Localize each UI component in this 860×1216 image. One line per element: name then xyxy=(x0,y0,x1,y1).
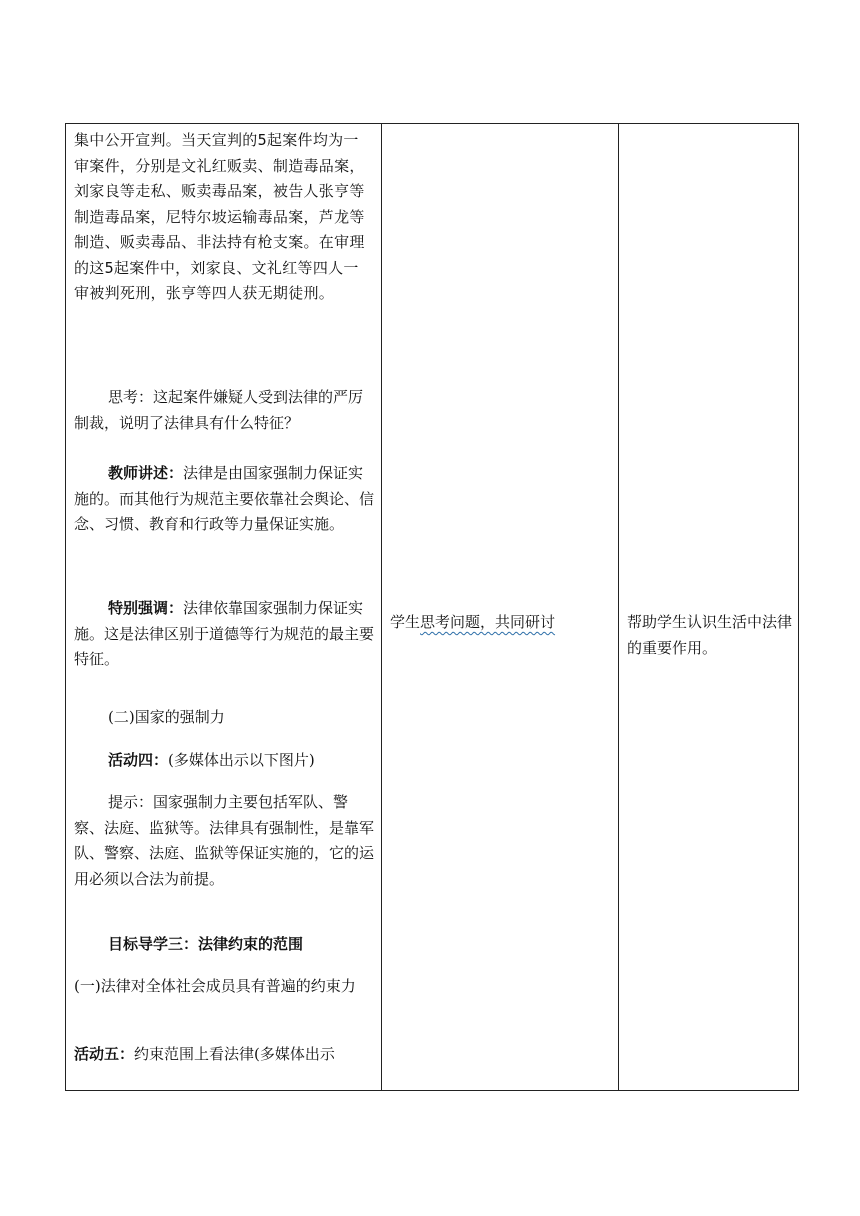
activity-four xyxy=(74,748,376,774)
activity4-text: (多媒体出示以下图片) xyxy=(168,751,315,769)
design-purpose-text: 帮助学生认识生活中法律的重要作用。 xyxy=(627,613,793,657)
activity5-label: 活动五： xyxy=(74,1045,135,1063)
think-question xyxy=(74,385,376,436)
teaching-process-cell xyxy=(66,124,382,1091)
teacher-label: 教师讲述： xyxy=(108,464,184,482)
think-label: 思考： xyxy=(108,388,154,406)
section-heading-1: (一)法律对全体社会成员具有普遍的约束力 xyxy=(74,977,356,995)
section-heading-2: (二)国家的强制力 xyxy=(108,708,225,726)
design-purpose-cell xyxy=(619,124,799,1091)
hint-paragraph: 提示：国家强制力主要包括军队、警察、法庭、监狱等。法律具有强制性，是靠军队、警察、法庭、监狱等保证实施的，它的运用必须以合法为前提。 xyxy=(74,793,375,888)
student-text-a: 学生 xyxy=(390,613,421,631)
student-text-b: 思考问题，共同研讨 xyxy=(420,613,556,631)
activity-five xyxy=(74,1042,376,1068)
activity4-label: 活动四： xyxy=(108,751,169,769)
student-activity-text xyxy=(390,610,555,635)
goal-three-heading: 目标导学三：法律约束的范围 xyxy=(108,935,304,953)
lesson-plan-table xyxy=(65,123,799,1091)
emphasis-label: 特别强调： xyxy=(108,599,184,617)
special-emphasis xyxy=(74,596,376,673)
table-row xyxy=(66,124,799,1091)
student-activity-cell xyxy=(382,124,619,1091)
think-text: 这起案件嫌疑人受到法律的严厉制裁，说明了法律具有什么特征？ xyxy=(74,388,364,432)
teacher-explanation xyxy=(74,461,376,538)
case-report-text: 集中公开宣判。当天宣判的5起案件均为一审案件，分别是文礼红贩卖、制造毒品案，刘家良等走私、贩卖毒品案，被告人张亨等制造毒品案，尼特尔坡运输毒品案，芦龙等制造、贩卖毒品、非法持有枪支案。在审理的这5起案件中，刘家良、文礼红等四人一审被判死刑，张亨等四人获无期徒刑。 xyxy=(74,131,365,302)
activity5-text: 约束范围上看法律(多媒体出示 xyxy=(134,1045,335,1063)
teacher-text: 法律是由国家强制力保证实施的。而其他行为规范主要依靠社会舆论、信念、习惯、教育和行政等力量保证实施。 xyxy=(74,464,375,533)
emphasis-text: 法律依靠国家强制力保证实施。这是法律区别于道德等行为规范的最主要特征。 xyxy=(74,599,375,668)
